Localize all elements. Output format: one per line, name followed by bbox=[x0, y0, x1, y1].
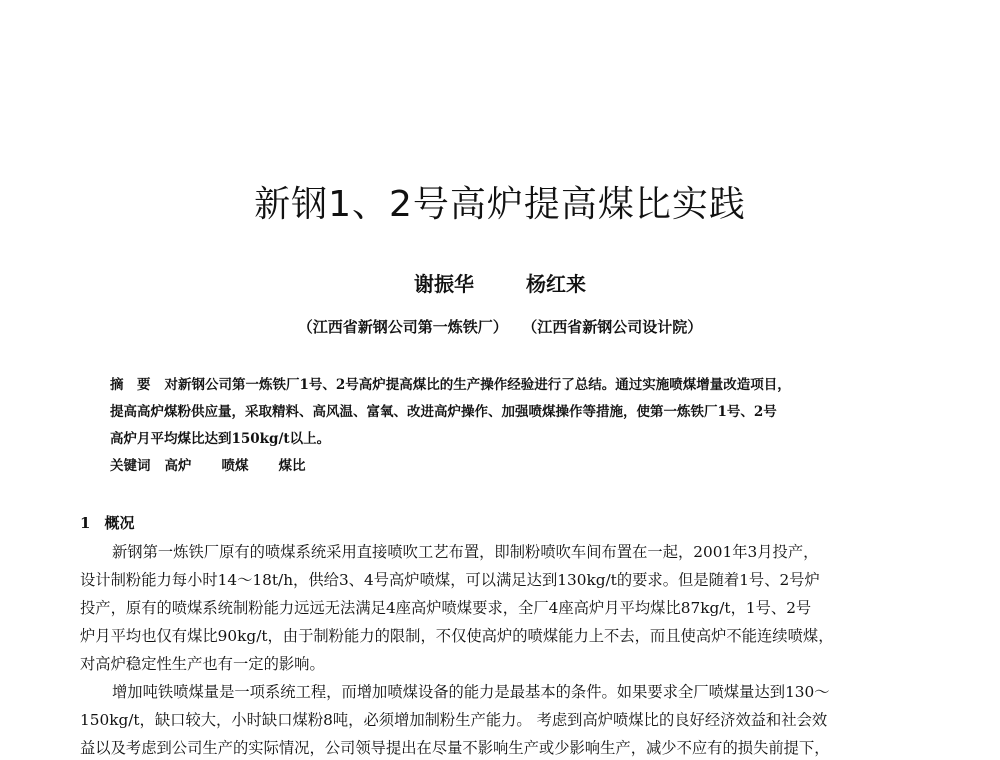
abstract-block bbox=[110, 372, 890, 480]
abstract-label: 摘 要 bbox=[110, 377, 151, 393]
author-list bbox=[0, 268, 1000, 297]
affiliation: （江西省新钢公司设计院） bbox=[529, 318, 703, 336]
section-number: 1 bbox=[80, 514, 91, 532]
paragraph-line: 新钢第一炼铁厂原有的喷煤系统采用直接喷吹工艺布置，即制粉喷吹车间布置在一起，2001年3月投产， bbox=[112, 543, 819, 561]
keyword: 高炉 bbox=[164, 458, 192, 474]
section-heading bbox=[80, 512, 134, 533]
paper-title: 新钢1、2号高炉提高煤比实践 bbox=[254, 184, 746, 225]
abstract-line: 高炉月平均煤比达到150kg/t以上。 bbox=[110, 431, 331, 447]
abstract-text: 对新钢公司第一炼铁厂1号、2号高炉提高煤比的生产操作经验进行了总结。通过实施喷煤增量改造项目， bbox=[164, 377, 791, 393]
body-text bbox=[80, 538, 910, 760]
paragraph-line: 炉月平均也仅有煤比90kg/t，由于制粉能力的限制，不仅使高炉的喷煤能力上不去，而且使高炉不能连续喷煤， bbox=[80, 627, 834, 645]
paragraph-line: 投产，原有的喷煤系统制粉能力远远无法满足4座高炉喷煤要求，全厂4座高炉月平均煤比87kg/t，1号、2号 bbox=[80, 599, 812, 617]
paragraph-line: 设计制粉能力每小时14～18t/h，供给3、4号高炉喷煤，可以满足达到130kg/t的要求。但是随着1号、2号炉 bbox=[80, 571, 820, 589]
paragraph-line: 益以及考虑到公司生产的实际情况，公司领导提出在尽量不影响生产或少影响生产，减少不应有的损失前提下， bbox=[80, 739, 830, 757]
section-title: 概况 bbox=[104, 514, 135, 532]
affiliation-list bbox=[0, 316, 1000, 337]
abstract-line bbox=[110, 372, 890, 399]
paragraph-line: 对高炉稳定性生产也有一定的影响。 bbox=[80, 655, 325, 673]
abstract-line: 提高高炉煤粉供应量，采取精料、高风温、富氧、改进高炉操作、加强喷煤操作等措施，使第一炼铁厂1号、2号 bbox=[110, 404, 777, 420]
author-name: 杨红来 bbox=[526, 272, 586, 296]
keywords-label: 关键词 bbox=[110, 458, 151, 474]
paragraph-line: 增加吨铁喷煤量是一项系统工程，而增加喷煤设备的能力是最基本的条件。如果要求全厂喷煤量达到130～ bbox=[112, 683, 830, 701]
paragraph-line: 150kg/t，缺口较大，小时缺口煤粉8吨，必须增加制粉生产能力。 考虑到高炉喷煤比的良好经济效益和社会效 bbox=[80, 711, 828, 729]
author-name: 谢振华 bbox=[414, 272, 474, 296]
keyword: 煤比 bbox=[278, 458, 306, 474]
keywords-line bbox=[110, 453, 890, 480]
affiliation: （江西省新钢公司第一炼铁厂） bbox=[297, 318, 508, 336]
keyword: 喷煤 bbox=[221, 458, 249, 474]
